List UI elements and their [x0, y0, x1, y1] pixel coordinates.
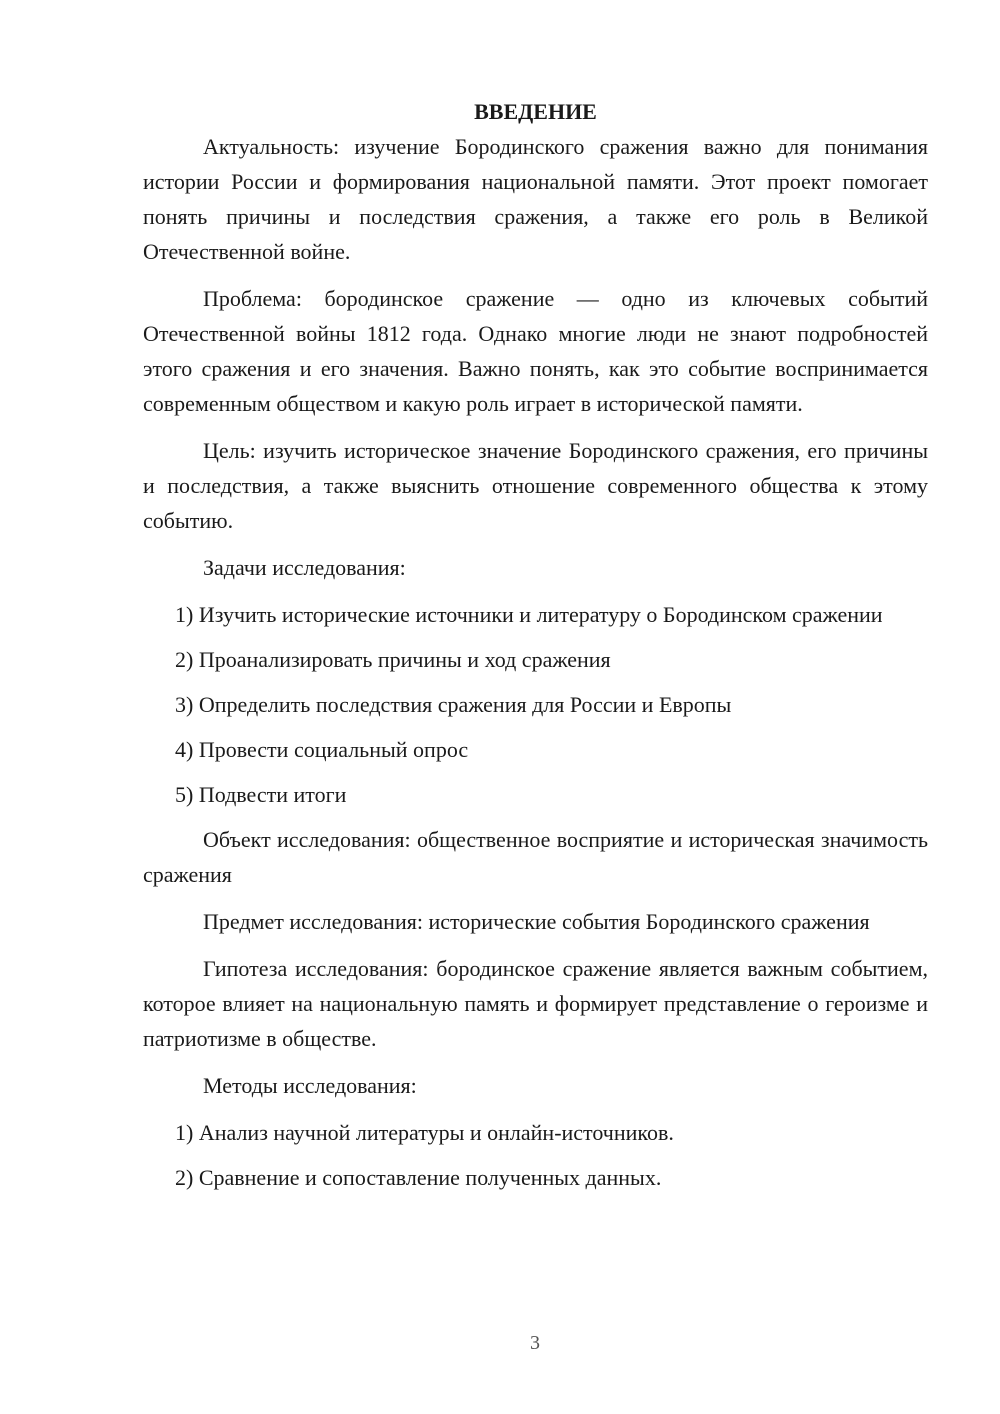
paragraph-object: Объект исследования: общественное восприятие и историческая значимость сражения [143, 827, 928, 887]
task-item-2: 2) Проанализировать причины и ход сражения [175, 647, 611, 672]
section-title: ВВЕДЕНИЕ [474, 99, 597, 124]
task-item-4: 4) Провести социальный опрос [175, 737, 469, 762]
method-item-2: 2) Сравнение и сопоставление полученных данных. [175, 1165, 662, 1190]
paragraph-hypothesis: Гипотеза исследования: бородинское сражение является важным событием, которое влияет на национальную память и формирует представление о героизме и патриотизме в обществе. [143, 956, 928, 1051]
method-item-1: 1) Анализ научной литературы и онлайн-источников. [175, 1120, 674, 1145]
task-item-1: 1) Изучить исторические источники и литературу о Бородинском сражении [175, 602, 883, 627]
paragraph-tasks-heading: Задачи исследования: [203, 555, 406, 580]
paragraph-problem: Проблема: бородинское сражение — одно из ключевых событий Отечественной войны 1812 года. Однако многие люди не знают подробностей этого сражения и его значения. Важно понять, как это событие воспринимается современным обществом и какую роль играет в исторической памяти. [143, 286, 928, 416]
paragraph-methods-heading: Методы исследования: [203, 1073, 417, 1098]
document-page [143, 94, 928, 1205]
paragraph-subject: Предмет исследования: исторические события Бородинского сражения [203, 909, 870, 934]
task-item-5: 5) Подвести итоги [175, 782, 347, 807]
paragraph-relevance: Актуальность: изучение Бородинского сражения важно для понимания истории России и формирования национальной памяти. Этот проект помогает понять причины и последствия сражения, а также его роль в Великой Отечественной войне. [143, 134, 928, 264]
task-item-3: 3) Определить последствия сражения для России и Европы [175, 692, 732, 717]
page-number: 3 [530, 1332, 540, 1354]
paragraph-goal: Цель: изучить историческое значение Бородинского сражения, его причины и последствия, а также выяснить отношение современного общества к этому событию. [143, 438, 928, 533]
